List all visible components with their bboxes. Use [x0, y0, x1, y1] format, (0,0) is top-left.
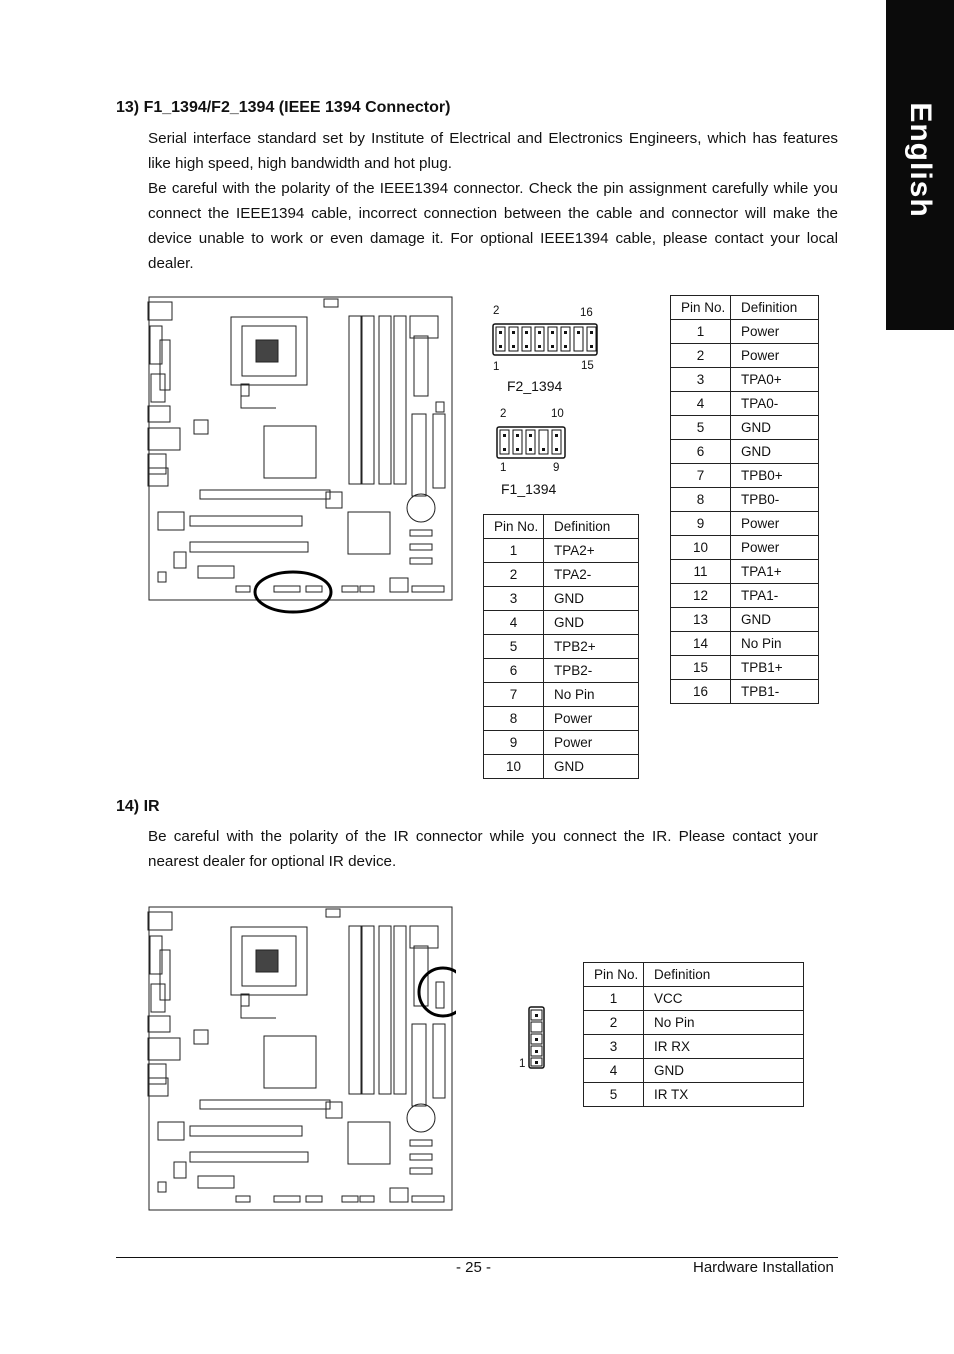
- f1-pin-10-label: 10: [551, 408, 564, 420]
- section-13-para-2: Be careful with the polarity of the IEEE1394 connector. Check the pin assignment carefully while you connect the IEEE1394 cable, incorrect connection between the cable and connector will make the device unable to work or even damage it. For optional IEEE1394 cable, please contact your local dealer.: [148, 180, 838, 272]
- pin-definition: VCC: [644, 987, 804, 1011]
- side-language-tab: [886, 0, 954, 330]
- header-pin-no: Pin No.: [584, 963, 644, 987]
- pin-number: 3: [484, 587, 544, 611]
- header-definition: Definition: [644, 963, 804, 987]
- table-row: [484, 539, 639, 563]
- pin-number: 9: [484, 731, 544, 755]
- section-14-para: Be careful with the polarity of the IR connector while you connect the IR. Please contact your nearest dealer for optional IR device.: [148, 828, 818, 870]
- pin-definition: Power: [731, 344, 819, 368]
- f2-1394-connector: [490, 303, 605, 383]
- f2-pin-1-label: 1: [493, 361, 500, 373]
- table-row: [484, 611, 639, 635]
- pin-definition: GND: [731, 416, 819, 440]
- f1-1394-name: F1_1394: [501, 481, 557, 497]
- f1-1394-pin-header: [496, 426, 568, 460]
- pin-number: 4: [584, 1059, 644, 1083]
- header-pin-no: Pin No.: [671, 296, 731, 320]
- pin-number: 4: [484, 611, 544, 635]
- f2-pin-16-label: 16: [580, 307, 593, 319]
- table-row: [671, 344, 819, 368]
- pin-definition: TPB2+: [544, 635, 639, 659]
- ir-pin-header: [528, 1006, 546, 1070]
- pin-definition: TPB1+: [731, 656, 819, 680]
- pin-definition: TPB0-: [731, 488, 819, 512]
- pin-definition: TPA1+: [731, 560, 819, 584]
- pin-definition: GND: [544, 755, 639, 779]
- ir-connector: [516, 1006, 548, 1072]
- pin-number: 2: [484, 563, 544, 587]
- pin-definition: IR RX: [644, 1035, 804, 1059]
- section-13-description: [148, 126, 838, 276]
- pin-number: 7: [484, 683, 544, 707]
- pin-number: 14: [671, 632, 731, 656]
- pin-number: 4: [671, 392, 731, 416]
- table-row: [671, 464, 819, 488]
- table-row: [671, 656, 819, 680]
- f1-pin-9-label: 9: [553, 462, 560, 474]
- pin-number: 10: [484, 755, 544, 779]
- pin-definition: TPA2-: [544, 563, 639, 587]
- pin-definition: Power: [544, 707, 639, 731]
- pin-number: 3: [671, 368, 731, 392]
- motherboard-diagram-ir: [146, 906, 456, 1212]
- f1-1394-connector: [494, 406, 574, 476]
- page-number: - 25 -: [456, 1259, 492, 1276]
- table-row: [484, 755, 639, 779]
- pin-number: 5: [671, 416, 731, 440]
- table-row: [671, 632, 819, 656]
- header-definition: Definition: [544, 515, 639, 539]
- pin-number: 6: [671, 440, 731, 464]
- pin-number: 8: [484, 707, 544, 731]
- table-row: [584, 1059, 804, 1083]
- pin-number: 1: [484, 539, 544, 563]
- pin-definition: TPA0+: [731, 368, 819, 392]
- pin-definition: Power: [731, 320, 819, 344]
- pin-definition: TPA1-: [731, 584, 819, 608]
- pin-definition: GND: [644, 1059, 804, 1083]
- pin-definition: TPB2-: [544, 659, 639, 683]
- f2-pin-15-label: 15: [581, 360, 594, 372]
- header-definition: Definition: [731, 296, 819, 320]
- f2-1394-pin-table: [670, 295, 819, 704]
- table-header-row: [671, 296, 819, 320]
- footer-divider: [116, 1257, 838, 1258]
- pin-number: 15: [671, 656, 731, 680]
- table-row: [671, 440, 819, 464]
- table-row: [671, 416, 819, 440]
- pin-number: 7: [671, 464, 731, 488]
- pin-number: 6: [484, 659, 544, 683]
- table-row: [584, 1083, 804, 1107]
- table-header-row: [584, 963, 804, 987]
- table-row: [671, 368, 819, 392]
- pin-definition: Power: [731, 536, 819, 560]
- ir-pin-1-label: 1: [519, 1058, 526, 1070]
- pin-definition: GND: [544, 587, 639, 611]
- pin-number: 1: [584, 987, 644, 1011]
- pin-number: 13: [671, 608, 731, 632]
- table-row: [671, 584, 819, 608]
- f2-1394-name: F2_1394: [507, 378, 563, 394]
- section-13-heading: 13) F1_1394/F2_1394 (IEEE 1394 Connector): [116, 99, 451, 116]
- f2-pin-2-label: 2: [493, 305, 500, 317]
- header-pin-no: Pin No.: [484, 515, 544, 539]
- section-14-description: [148, 824, 818, 874]
- pin-number: 8: [671, 488, 731, 512]
- table-row: [584, 987, 804, 1011]
- table-row: [484, 683, 639, 707]
- pin-number: 2: [584, 1011, 644, 1035]
- pin-definition: GND: [731, 440, 819, 464]
- pin-number: 2: [671, 344, 731, 368]
- section-14-heading: 14) IR: [116, 798, 160, 815]
- pin-number: 11: [671, 560, 731, 584]
- table-row: [671, 680, 819, 704]
- footer-section-title: Hardware Installation: [693, 1259, 834, 1276]
- section-13-para-1: Serial interface standard set by Institute of Electrical and Electronics Engineers, which has features like high speed, high bandwidth and hot plug.: [148, 130, 838, 172]
- pin-definition: TPB0+: [731, 464, 819, 488]
- table-row: [671, 392, 819, 416]
- pin-definition: No Pin: [544, 683, 639, 707]
- table-row: [671, 320, 819, 344]
- pin-definition: TPA0-: [731, 392, 819, 416]
- table-row: [484, 563, 639, 587]
- table-row: [584, 1011, 804, 1035]
- motherboard-diagram-1394: [146, 296, 456, 618]
- table-row: [584, 1035, 804, 1059]
- pin-number: 1: [671, 320, 731, 344]
- pin-number: 16: [671, 680, 731, 704]
- table-row: [484, 731, 639, 755]
- pin-definition: GND: [731, 608, 819, 632]
- table-row: [484, 635, 639, 659]
- table-row: [671, 608, 819, 632]
- pin-number: 3: [584, 1035, 644, 1059]
- table-row: [484, 707, 639, 731]
- pin-number: 10: [671, 536, 731, 560]
- table-header-row: [484, 515, 639, 539]
- pin-definition: Power: [731, 512, 819, 536]
- pin-number: 9: [671, 512, 731, 536]
- pin-definition: TPA2+: [544, 539, 639, 563]
- table-row: [671, 560, 819, 584]
- table-row: [671, 488, 819, 512]
- table-row: [671, 512, 819, 536]
- f1-pin-1-label: 1: [500, 462, 507, 474]
- f1-pin-2-label: 2: [500, 408, 507, 420]
- pin-definition: TPB1-: [731, 680, 819, 704]
- pin-number: 5: [584, 1083, 644, 1107]
- table-row: [484, 659, 639, 683]
- ir-pin-table: [583, 962, 804, 1107]
- pin-definition: Power: [544, 731, 639, 755]
- f2-1394-pin-header: [492, 323, 600, 357]
- pin-definition: No Pin: [731, 632, 819, 656]
- pin-definition: GND: [544, 611, 639, 635]
- table-row: [671, 536, 819, 560]
- side-tab-label: English: [904, 102, 937, 218]
- pin-number: 5: [484, 635, 544, 659]
- table-row: [484, 587, 639, 611]
- pin-definition: IR TX: [644, 1083, 804, 1107]
- pin-number: 12: [671, 584, 731, 608]
- f1-1394-pin-table: [483, 514, 639, 779]
- pin-definition: No Pin: [644, 1011, 804, 1035]
